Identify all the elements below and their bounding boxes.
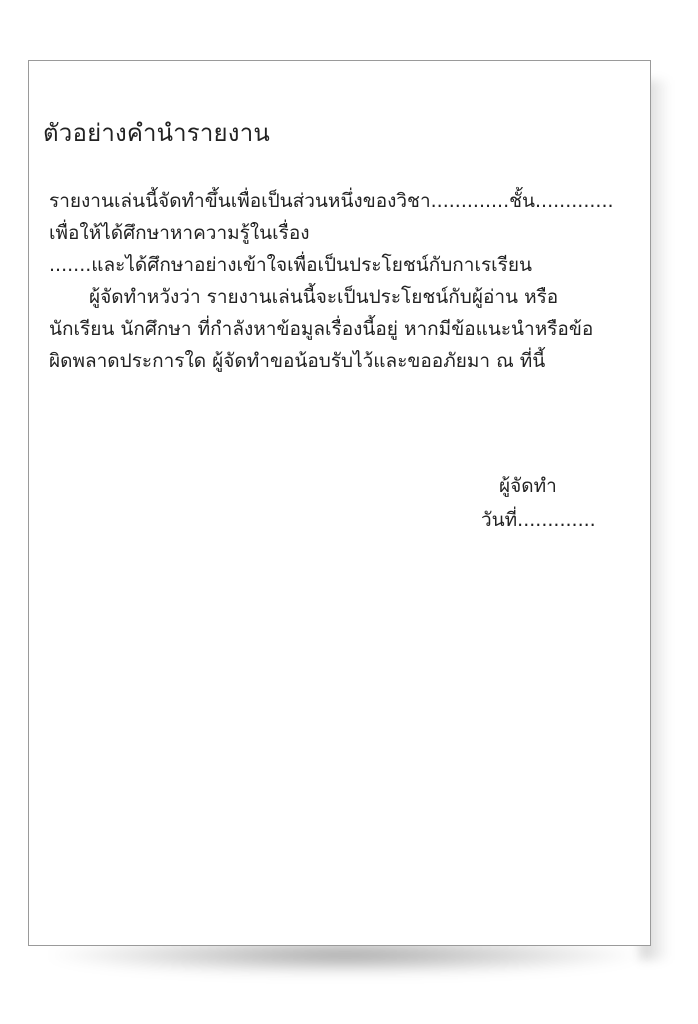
body-line-2: เพื่อให้ได้ศึกษาหาความรู้ในเรื่อง: [49, 222, 310, 244]
body-line-1: รายงานเล่นนี้จัดทำขึ้นเพื่อเป็นส่วนหนึ่งของวิชา.............ชั้น.............: [49, 190, 614, 212]
signature-author: ผู้จัดทำ: [499, 475, 557, 497]
body-line-4: ผู้จัดทำหวังว่า รายงานเล่นนี้จะเป็นประโยชน์กับผู้อ่าน หรือ: [89, 286, 559, 308]
body-line-5: นักเรียน นักศึกษา ที่กำลังหาข้อมูลเรื่องนี้อยู่ หากมีข้อแนะนำหรือข้อ: [49, 318, 594, 340]
document-title: ตัวอย่างคำนำรายงาน: [43, 119, 270, 147]
body-line-6: ผิดพลาดประการใด ผู้จัดทำขอน้อบรับไว้และขออภัยมา ณ ที่นี้: [49, 350, 546, 372]
preface-body: [49, 185, 645, 377]
paper-sheet: [28, 60, 651, 946]
signature-date: วันที่.............: [481, 509, 596, 531]
signature-block: [449, 469, 639, 537]
body-line-3: .......และได้ศึกษาอย่างเข้าใจเพื่อเป็นประโยชน์กับกาเรเรียน: [49, 254, 532, 276]
